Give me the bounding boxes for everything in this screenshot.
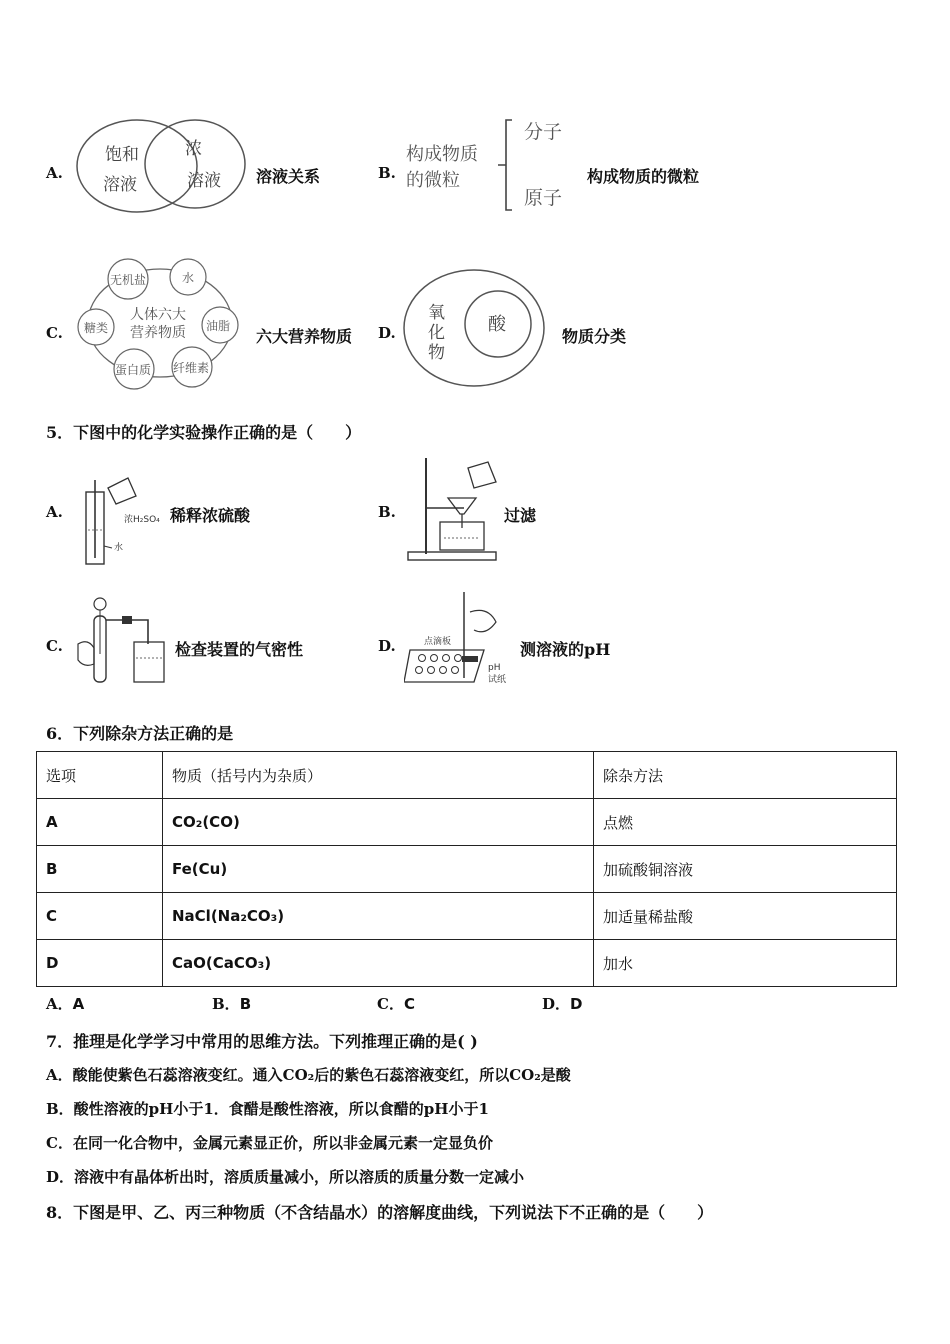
venn-right-label-1: 浓 — [185, 139, 202, 159]
classification-diagram — [402, 268, 552, 390]
outer-circle — [404, 270, 544, 386]
q4-option-b-letter: B. — [378, 164, 396, 182]
particle-branch-bottom: 原子 — [524, 187, 563, 209]
table-cell-option: C — [37, 893, 163, 940]
dilute-acid-diagram — [76, 470, 176, 570]
water-label: 水 — [114, 543, 124, 553]
answer-letter: A． — [46, 995, 73, 1013]
venn-diagram — [75, 112, 250, 217]
q5-option-b-caption: 过滤 — [504, 506, 537, 525]
table-cell-substance: NaCl(Na₂CO₃) — [163, 893, 594, 940]
venn-left-label-1: 饱和 — [105, 145, 139, 165]
table-header: 物质（括号内为杂质） — [163, 752, 594, 799]
table-cell-substance: CO₂(CO) — [163, 799, 594, 846]
table-row — [37, 940, 897, 987]
nutrient-label-4: 纤维素 — [173, 361, 210, 375]
answer-letter: D． — [542, 995, 571, 1013]
table-row — [37, 846, 897, 893]
beaker-tilted — [108, 478, 136, 504]
table-cell-option: A — [37, 799, 163, 846]
answer-letter: B． — [212, 995, 240, 1013]
q4-option-d-letter: D. — [378, 324, 396, 342]
answer-value: D — [570, 995, 583, 1013]
q7-option-a: A．酸能使紫色石蕊溶液变红。通入CO₂后的紫色石蕊溶液变红，所以CO₂是酸 — [46, 1066, 571, 1084]
q4-option-c-caption: 六大营养物质 — [256, 327, 353, 346]
q6-answer-d — [542, 993, 582, 1014]
iron-stand-base — [408, 552, 496, 560]
outer-label-2: 化 — [428, 323, 445, 343]
q4-option-a-letter: A. — [46, 164, 63, 182]
table-cell-option: B — [37, 846, 163, 893]
q7-stem: 7．推理是化学学习中常用的思维方法。下列推理正确的是( ) — [46, 1032, 478, 1051]
venn-right-label-2: 溶液 — [187, 171, 221, 191]
q5-option-c-letter: C. — [46, 637, 63, 655]
q6-answer-c — [377, 993, 415, 1014]
nutrient-center-2: 营养物质 — [130, 325, 186, 341]
impurity-table — [36, 751, 897, 987]
hand-icon — [470, 610, 496, 631]
filtration-diagram — [404, 456, 504, 564]
inner-label: 酸 — [488, 314, 506, 335]
q6-answer-a — [46, 993, 84, 1014]
paper-label-2: 试纸 — [488, 675, 507, 685]
outer-label-1: 氧 — [428, 303, 445, 323]
answer-value: A — [72, 995, 85, 1013]
table-row — [37, 893, 897, 940]
particle-root-1: 构成物质 — [406, 144, 478, 165]
q5-option-c-caption: 检查装置的气密性 — [175, 640, 304, 659]
plate-label: 点滴板 — [424, 637, 452, 647]
table-cell-method: 加适量稀盐酸 — [594, 893, 897, 940]
funnel — [448, 498, 476, 514]
q6-answer-b — [212, 993, 251, 1014]
acid-label: 浓H₂SO₄ — [124, 515, 160, 525]
venn-circle-right — [145, 120, 245, 208]
beaker-pouring — [468, 462, 496, 488]
answer-letter: C． — [377, 995, 404, 1013]
nutrient-label-3: 油脂 — [206, 319, 231, 333]
q5-option-d-caption: 测溶液的pH — [520, 640, 611, 659]
table-cell-method: 点燃 — [594, 799, 897, 846]
answer-value: C — [403, 995, 415, 1013]
q5-option-a-caption: 稀释浓硫酸 — [170, 506, 251, 525]
nutrient-label-6: 糖类 — [84, 321, 109, 335]
outer-label-3: 物 — [428, 343, 445, 363]
answer-value: B — [239, 995, 252, 1013]
q4-option-d-caption: 物质分类 — [562, 327, 627, 346]
nutrient-center-1: 人体六大 — [130, 307, 186, 323]
funnel-top — [94, 598, 106, 610]
ph-test-diagram — [404, 588, 519, 688]
brace-icon — [498, 120, 512, 210]
venn-circle-left — [77, 120, 197, 212]
venn-left-label-2: 溶液 — [103, 175, 137, 195]
table-cell-substance: Fe(Cu) — [163, 846, 594, 893]
table-cell-method: 加水 — [594, 940, 897, 987]
q8-stem: 8．下图是甲、乙、丙三种物质（不含结晶水）的溶解度曲线，下列说法下不正确的是（ ） — [46, 1203, 714, 1222]
q7-option-d: D．溶液中有晶体析出时，溶质质量减小，所以溶质的质量分数一定减小 — [46, 1168, 525, 1186]
q4-option-c-letter: C. — [46, 324, 63, 342]
table-header: 除杂方法 — [594, 752, 897, 799]
q5-option-b-letter: B. — [378, 503, 396, 521]
q4-option-a-caption: 溶液关系 — [256, 167, 321, 186]
table-header-row — [37, 752, 897, 799]
table-cell-substance: CaO(CaCO₃) — [163, 940, 594, 987]
particle-branch-top: 分子 — [524, 121, 563, 143]
nutrient-label-5: 蛋白质 — [115, 363, 152, 377]
q4-option-b-caption: 构成物质的微粒 — [587, 167, 700, 186]
table-row — [37, 799, 897, 846]
water-beaker — [134, 642, 164, 682]
airtight-check-diagram — [74, 594, 174, 690]
paper-label: pH — [488, 663, 501, 673]
ph-paper — [462, 656, 478, 662]
particle-diagram — [402, 112, 582, 217]
q5-option-a-letter: A. — [46, 503, 63, 521]
q5-option-d-letter: D. — [378, 637, 396, 655]
q7-option-c: C．在同一化合物中，金属元素显正价，所以非金属元素一定显负价 — [46, 1134, 493, 1152]
nutrient-label-2: 水 — [182, 271, 195, 285]
nutrient-diagram — [70, 255, 250, 390]
table-cell-option: D — [37, 940, 163, 987]
table-header: 选项 — [37, 752, 163, 799]
q6-stem: 6．下列除杂方法正确的是 — [46, 724, 234, 743]
q7-option-b: B．酸性溶液的pH小于1．食醋是酸性溶液，所以食醋的pH小于1 — [46, 1100, 489, 1118]
particle-root-2: 的微粒 — [406, 170, 460, 191]
nutrient-label-1: 无机盐 — [110, 273, 147, 287]
q5-stem: 5．下图中的化学实验操作正确的是（ ） — [46, 423, 362, 442]
table-cell-method: 加硫酸铜溶液 — [594, 846, 897, 893]
hand-icon — [78, 642, 94, 666]
